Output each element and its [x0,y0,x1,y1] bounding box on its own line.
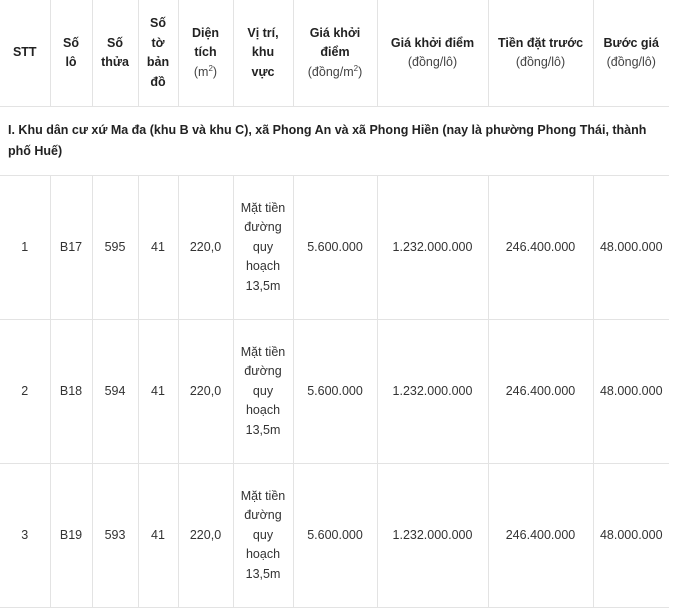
header-so-to-ban-do: Số tờ bản đồ [138,0,178,107]
header-stt: STT [0,0,50,107]
cell-so-thua: 593 [92,464,138,608]
header-gia-khoi-diem-lo: Giá khởi điểm (đồng/lô) [377,0,488,107]
section-row [0,107,669,176]
cell-so-to: 41 [138,464,178,608]
table-row [0,320,669,464]
cell-dien-tich: 220,0 [178,464,233,608]
cell-dien-tich: 220,0 [178,176,233,320]
cell-vi-tri: Mặt tiền đường quy hoạch 13,5m [233,176,293,320]
cell-buoc-gia: 48.000.000 [593,320,669,464]
header-buoc-gia: Bước giá (đồng/lô) [593,0,669,107]
cell-gia-m2: 5.600.000 [293,464,377,608]
cell-so-lo: B19 [50,464,92,608]
section-title: I. Khu dân cư xứ Ma đa (khu B và khu C), xã Phong An và xã Phong Hiền (nay là phường Phong Thái, thành phố Huế) [0,107,669,176]
cell-tien-dat-truoc: 246.400.000 [488,176,593,320]
header-row [0,0,669,107]
cell-buoc-gia: 48.000.000 [593,176,669,320]
cell-vi-tri: Mặt tiền đường quy hoạch 13,5m [233,320,293,464]
cell-gia-lo: 1.232.000.000 [377,176,488,320]
cell-gia-lo: 1.232.000.000 [377,320,488,464]
cell-gia-lo: 1.232.000.000 [377,464,488,608]
cell-stt: 3 [0,464,50,608]
cell-buoc-gia: 48.000.000 [593,464,669,608]
cell-so-lo: B18 [50,320,92,464]
cell-gia-m2: 5.600.000 [293,320,377,464]
cell-dien-tich: 220,0 [178,320,233,464]
cell-so-lo: B17 [50,176,92,320]
table-row [0,464,669,608]
header-vi-tri: Vị trí, khu vực [233,0,293,107]
header-so-lo: Số lô [50,0,92,107]
cell-so-to: 41 [138,176,178,320]
cell-stt: 2 [0,320,50,464]
table-row [0,176,669,320]
header-tien-dat-truoc: Tiền đặt trước (đồng/lô) [488,0,593,107]
header-so-thua: Số thửa [92,0,138,107]
header-dien-tich: Diện tích $(m^2)$ [178,0,233,107]
cell-so-thua: 595 [92,176,138,320]
cell-tien-dat-truoc: 246.400.000 [488,320,593,464]
cell-tien-dat-truoc: 246.400.000 [488,464,593,608]
cell-vi-tri: Mặt tiền đường quy hoạch 13,5m [233,464,293,608]
header-gia-khoi-diem-m2: Giá khởi điểm $(đồng/m^2)$ [293,0,377,107]
cell-stt: 1 [0,176,50,320]
cell-so-to: 41 [138,320,178,464]
cell-so-thua: 594 [92,320,138,464]
cell-gia-m2: 5.600.000 [293,176,377,320]
